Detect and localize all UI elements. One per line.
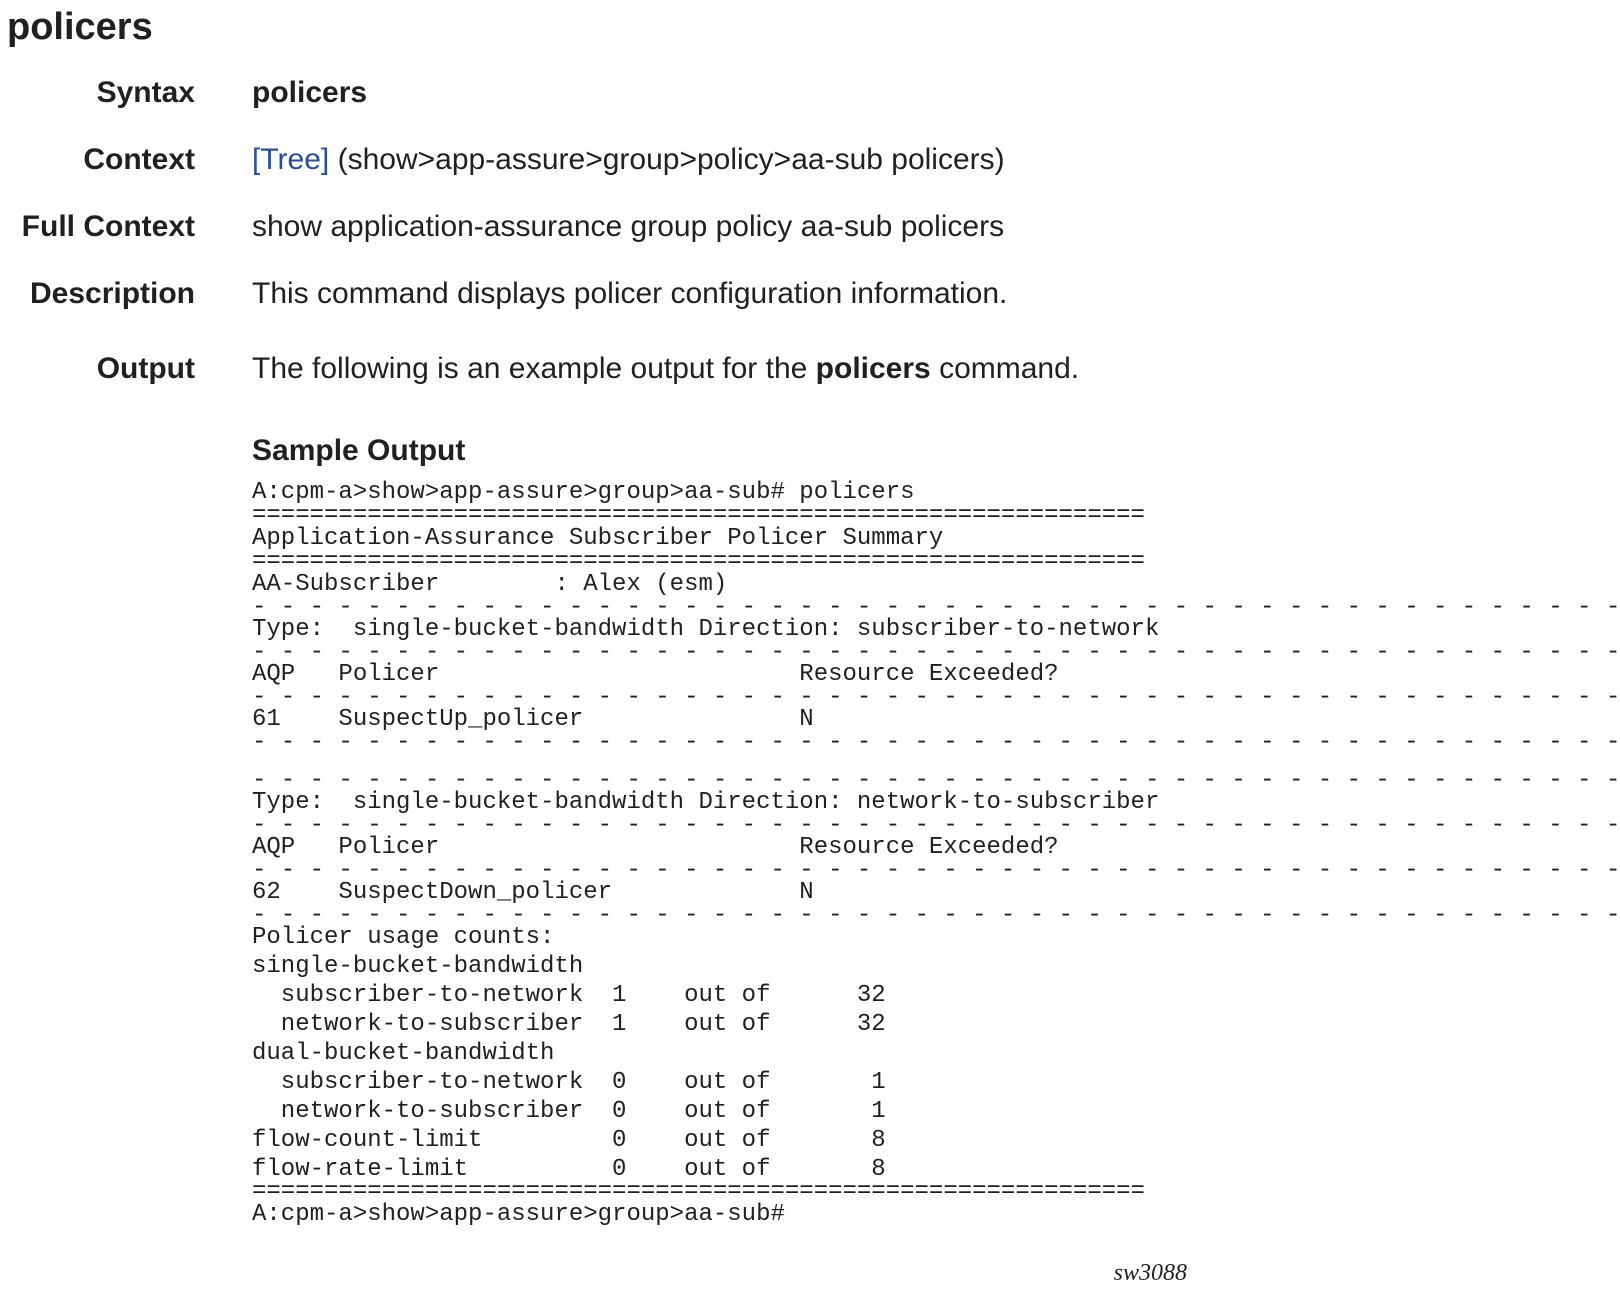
policer-row-line: 61 SuspectUp_policer N	[252, 706, 814, 733]
dash-separator-line: - - - - - - - - - - - - - - - - - - - - - - - - - - - - - - - - - - - - - - - - - - - - - - - -	[252, 767, 1620, 794]
output-value	[252, 347, 1079, 391]
syntax-row	[0, 71, 1192, 115]
usage-line: flow-rate-limit 0 out of 8	[252, 1156, 886, 1183]
usage-line: flow-count-limit 0 out of 8	[252, 1127, 886, 1154]
page-title: policers	[7, 6, 153, 48]
separator-line: ==============================================================	[252, 502, 1145, 529]
sample-output-block	[252, 478, 1620, 1230]
context-label: Context	[83, 143, 195, 176]
context-value	[252, 138, 1005, 182]
description-row	[0, 272, 1192, 316]
usage-line: subscriber-to-network 0 out of 1	[252, 1069, 886, 1096]
output-text-after: command.	[930, 352, 1080, 385]
figure-id: sw3088	[1113, 1260, 1187, 1286]
syntax-value: policers	[252, 76, 368, 109]
dash-separator-line: - - - - - - - - - - - - - - - - - - - - - - - - - - - - - - - - - - - - - - - - - - - - - - - -	[252, 729, 1620, 756]
dash-separator-line: - - - - - - - - - - - - - - - - - - - - - - - - - - - - - - - - - - - - - - - - - - - - - - - -	[252, 812, 1620, 839]
usage-line: network-to-subscriber 1 out of 32	[252, 1011, 886, 1038]
context-path: (show>app-assure>group>policy>aa-sub policers)	[329, 143, 1005, 176]
table-header-line: AQP Policer Resource Exceeded?	[252, 661, 1059, 688]
usage-title-line: Policer usage counts:	[252, 924, 555, 951]
prompt-end-line: A:cpm-a>show>app-assure>group>aa-sub#	[252, 1201, 785, 1228]
usage-line: dual-bucket-bandwidth	[252, 1040, 555, 1067]
dash-separator-line: - - - - - - - - - - - - - - - - - - - - - - - - - - - - - - - - - - - - - - - - - - - - - - - -	[252, 857, 1620, 884]
separator-line: ==============================================================	[252, 1178, 1145, 1205]
policer-row-line: 62 SuspectDown_policer N	[252, 879, 814, 906]
prompt-command-line: A:cpm-a>show>app-assure>group>aa-sub# policers	[252, 479, 915, 506]
syntax-label: Syntax	[96, 76, 195, 109]
dash-separator-line: - - - - - - - - - - - - - - - - - - - - - - - - - - - - - - - - - - - - - - - - - - - - - - - -	[252, 639, 1620, 666]
table-header-line: AQP Policer Resource Exceeded?	[252, 834, 1059, 861]
output-label: Output	[96, 352, 195, 385]
context-row	[0, 138, 1192, 182]
subscriber-line: AA-Subscriber : Alex (esm)	[252, 571, 728, 598]
full-context-value: show application-assurance group policy aa-sub policers	[252, 210, 1005, 243]
description-label: Description	[29, 277, 195, 310]
separator-line: ==============================================================	[252, 548, 1145, 575]
full-context-label: Full Context	[21, 210, 195, 243]
dash-separator-line: - - - - - - - - - - - - - - - - - - - - - - - - - - - - - - - - - - - - - - - - - - - - - - - -	[252, 594, 1620, 621]
description-value: This command displays policer configuration information.	[252, 277, 1008, 310]
output-row	[0, 347, 1192, 391]
usage-line: network-to-subscriber 0 out of 1	[252, 1098, 886, 1125]
tree-link[interactable]: [Tree]	[252, 143, 330, 176]
output-command-name: policers	[815, 352, 931, 385]
output-text-before: The following is an example output for the	[252, 352, 816, 385]
section2-type-line: Type: single-bucket-bandwidth Direction: network-to-subscriber	[252, 789, 1160, 816]
section1-type-line: Type: single-bucket-bandwidth Direction: subscriber-to-network	[252, 616, 1160, 643]
summary-title-line: Application-Assurance Subscriber Policer Summary	[252, 525, 944, 552]
dash-separator-line: - - - - - - - - - - - - - - - - - - - - - - - - - - - - - - - - - - - - - - - - - - - - - - - -	[252, 684, 1620, 711]
usage-line: subscriber-to-network 1 out of 32	[252, 982, 886, 1009]
full-context-row	[0, 205, 1192, 249]
usage-line: single-bucket-bandwidth	[252, 953, 584, 980]
sample-output-heading: Sample Output	[252, 434, 466, 467]
dash-separator-line: - - - - - - - - - - - - - - - - - - - - - - - - - - - - - - - - - - - - - - - - - - - - - - - -	[252, 902, 1620, 929]
